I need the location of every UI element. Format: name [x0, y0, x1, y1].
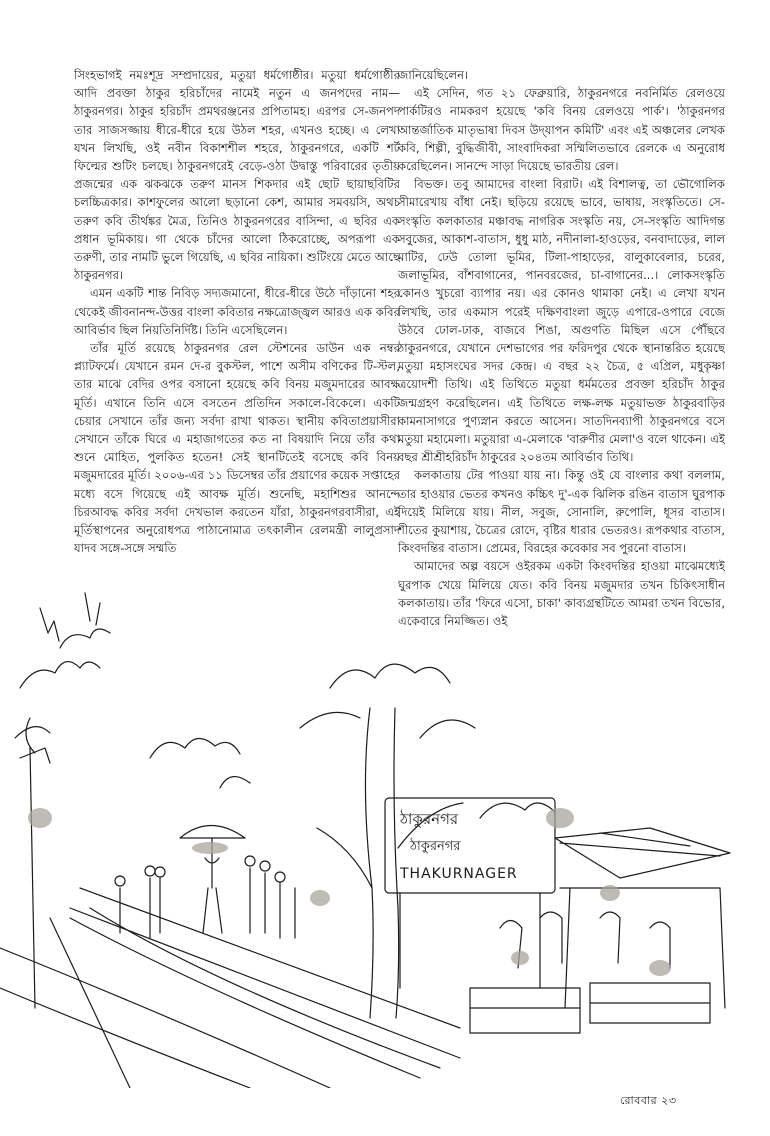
lamp-post [20, 748, 50, 1008]
crowd-figures [120, 868, 295, 938]
right-paragraph-5: আমাদের অল্প বয়সে ওইরকম একটা কিংবদন্তির হাওয়া মাঝেমধ্যেই ঘুরপাক খেয়ে মিলিয়ে যেত। কবি বিনয় মজুমদার তখন চিকিৎসাধীন কলকাতায়। তাঁর 'ফিরে এসো, চাকা' কাব্যগ্রন্থটিতে আমরা তখন বিভোর, একেবারে নিমজ্জিত। ওই [398, 559, 725, 629]
railway-track [0, 918, 330, 1088]
right-paragraph-4: কলকাতায় টের পাওয়া যায় না। কিন্তু ওই যে বাংলার কথা বললাম, তার হাওয়ার ভেতর কখনও কচ্চিৎ দু'-এক ঝিলিক রঙিন বাতাস ঘুরপাক দিয়েই মিলিয়ে যায়। নীল, সবুজ, সোনালি, রুপোলি, ধূসর বাতাস। শীতের কুয়াশায়, চৈত্রের রোদে, বৃষ্টির ধারার ভেতরও। রূপকথার বাতাস, কিংবদন্তির বাতাস। প্রেমের, বিরহের কবেকার সব পুরনো বাতাস। [398, 468, 725, 556]
sign-line-3: THAKURNAGER [400, 866, 518, 882]
left-paragraph-1: সিংহভাগই নমঃশূদ্র সম্প্রদায়ের, মতুয়া ধর্মগোষ্ঠীর। মতুয়া ধর্মগোষ্ঠীর আদি প্রবক্তা ঠাকুর হরিচাঁদের নামেই নতুন এ জনপদের নাম—ঠাকুরনগর। ঠাকুর হরিচাঁদ প্রমথরঞ্জনের প্রপিতামহ। এরপর সে-জনপদ তার সাজসজ্জায় ধীরে-ধীরে হয়ে উঠল শহর, এখনও হচ্ছে। এ লেখা যখন লিখছি, ওই নবীন বিকাশশীল শহরে, ঠাকুরনগরে, একটি শর্ট ফিল্মের শুটিং চলছে। ঠাকুরনগরেই বেড়ে-ওঠা উদ্বাস্তু পরিবারের তৃতীয় প্রজন্মের এক ঝকঝকে তরুণ মানস শিকদার এই ছোট ছায়াছবিটির চলচ্চিত্রকার। কাশফুলের আলো ছড়ানো কেশ, আমার সমবয়সি, অথচ তরুণ কবি তীর্থঙ্কর মৈত্র, তিনিও ঠাকুরনগরের বাসিন্দা, এ ছবির এক প্রধান ভূমিকায়। গা থেকে চাঁদের আলো ঠিকরোচ্ছে, অপরূপা এক তরুণী, তার নামটি ভুলে গিয়েছি, এ ছবির নায়িকা। শুটিংয়ে মেতে আছে ঠাকুরনগর। [74, 68, 400, 283]
right-paragraph-1: জানিয়েছিলেন। [398, 68, 469, 82]
right-paragraph-2: এই সেদিন, গত ২১ ফেব্রুয়ারি, ঠাকুরনগরে নবনির্মিত রেলওয়ে পার্কটিরও নামকরণ হয়েছে 'কবি বিনয় রেলওয়ে পার্ক'। 'ঠাকুরনগর আন্তর্জাতিক মাতৃভাষা দিবস উদ্‌যাপন কমিটি' এবং এই অঞ্চলের লেখক কবি, শিল্পী, বুদ্ধিজীবী, সাংবাদিকরা সম্মিলিতভাবে রেলকে এ অনুরোধ করেছিলেন। সানন্দে সাড়া দিয়েছে ভারতীয় রেল। [398, 86, 725, 174]
station-sketch-illustration [0, 588, 770, 1088]
umbrella-person [180, 826, 245, 934]
stall-roof [555, 828, 730, 878]
central-tree [317, 708, 463, 1018]
right-text-column [398, 66, 725, 672]
sign-line-2: ঠাকুরনগর [410, 839, 461, 854]
right-paragraph-3: বিভক্ত। তবু আমাদের বাংলা বিরাট। এই বিশালত্ব, তা ভৌগোলিক সীমারেখায় বাঁধা নেই। ছড়িয়ে রয়েছে ভাবে, ভাষায়, সংস্কৃতিতে। সে-সংস্কৃতি কলকাতার মঞ্চাবদ্ধ নাগরিক সংস্কৃতি নয়, সে-সংস্কৃতি আদিগন্ত সবুজের, আকাশ-বাতাস, ধুধু মাঠ, নদীনালা-হাওড়ের, বনবাদাড়ের, লাল মাটির, ঢেউ তোলা ভূমির, টিলা-পাহাড়ের, বালুকাবেলার, চরের, জলাভূমির, বাঁশবাগানের, পানবরজের, চা-বাগানের...। লোকসংস্কৃতি কোনও খুচরো ব্যাপার নয়। এর কোনও থামাকা নেই। এ লেখা যখন লিখছি, তার একমাস পরেই দক্ষিণবাংলা জুড়ে এপারে-ওপারে বেজে উঠবে ঢোল-ঢাক, বাজবে শিঙা, অগুণতি মিছিল এসে পৌঁছবে ঠাকুরনগরে, যেখানে দেশভাগের পর ফরিদপুর থেকে স্থানান্তরিত হয়েছে মতুয়া মহাসংঘের সদর কেন্দ্র। এ বছর ২২ চৈত্র, ৫ এপ্রিল, মধুকৃষ্ণা ত্রয়োদশী তিথি। এই তিথিতে মতুয়া ধর্মমতের প্রবক্তা হরিচাঁদ ঠাকুর জন্মগ্রহণ করেছিলেন। এই তিথিতে লক্ষ-লক্ষ মতুয়াভক্ত ঠাকুরবাড়ির কামনাসাগরে পুণ্যস্নান করতে আসেন। সাতদিনব্যাপী ঠাকুরনগরে বসে মতুয়া মহামেলা। মতুয়ারা এ-মেলাকে 'বারুণীর মেলা'ও বলে থাকেন। এই বছর শ্রীশ্রীহরিচাঁদ ঠাকুরের ২০৪তম আবির্ভাব তিথি। [398, 177, 725, 465]
left-paragraph-2: এমন একটি শান্ত নিবিড় সদ্যজমানো, ধীরে-ধীরে উঠে দাঁড়ানো শহর থেকেই জীবনানন্দ-উত্তর বাংলা কবিতার নক্ষত্রোজ্জ্বল আরও এক কবির আবির্ভাব ছিল নিয়তিনির্দিষ্ট। তিনি এসেছিলেন। [74, 286, 400, 337]
left-tree-foliage [15, 629, 110, 753]
left-paragraph-3: তাঁর মূর্তি রয়েছে ঠাকুরনগর রেল স্টেশনের ডাউন এক নম্বর প্ল্যাটফর্মে। যেখানে রমন দে-র বুকস্টল, পাশে অসীম বণিকের টি-স্টল, তার মাঝে বেদির ওপর বসানো হয়েছে কবি বিনয় মজুমদারের আবক্ষ মূর্তি। এখানে তিনি এসে বসতেন প্রতিদিন সকালে-বিকেলে। একটি চেয়ার সেখানে তাঁর জন্য সর্বদা রাখা থাকত। স্থানীয় কবিতাপ্রয়াসীরা সেখানে তাঁকে ঘিরে এ মহাজাগতের কত না বিষয়াদি নিয়ে তাঁর কথা শুনে মোহিত, পুলকিত হতেন! সেই স্থানটিতেই বসেছে কবি বিনয় মজুমদারের মূর্তি। ২০০৬-এর ১১ ডিসেম্বর তাঁর প্রয়াণের কয়েক সপ্তাহের মধ্যে বসে গিয়েছে এই আবক্ষ মূর্তি। শুনেছি, মহাশিশুর আনন্দে চিরআবদ্ধ কবির সর্বদা দেখভাল করতেন যাঁরা, ঠাকুরনগরবাসীরা, এই মূর্তিস্থাপনের অনুরোধপত্র পাঠানোমাত্র তৎকালীন রেলমন্ত্রী লালুপ্রসাদ যাদব সঙ্গে-সঙ্গে সম্মতি [74, 341, 400, 556]
sign-line-1: ঠাকুরনগর [400, 810, 459, 828]
page-footer: রোববার ২৩ [620, 1094, 677, 1107]
